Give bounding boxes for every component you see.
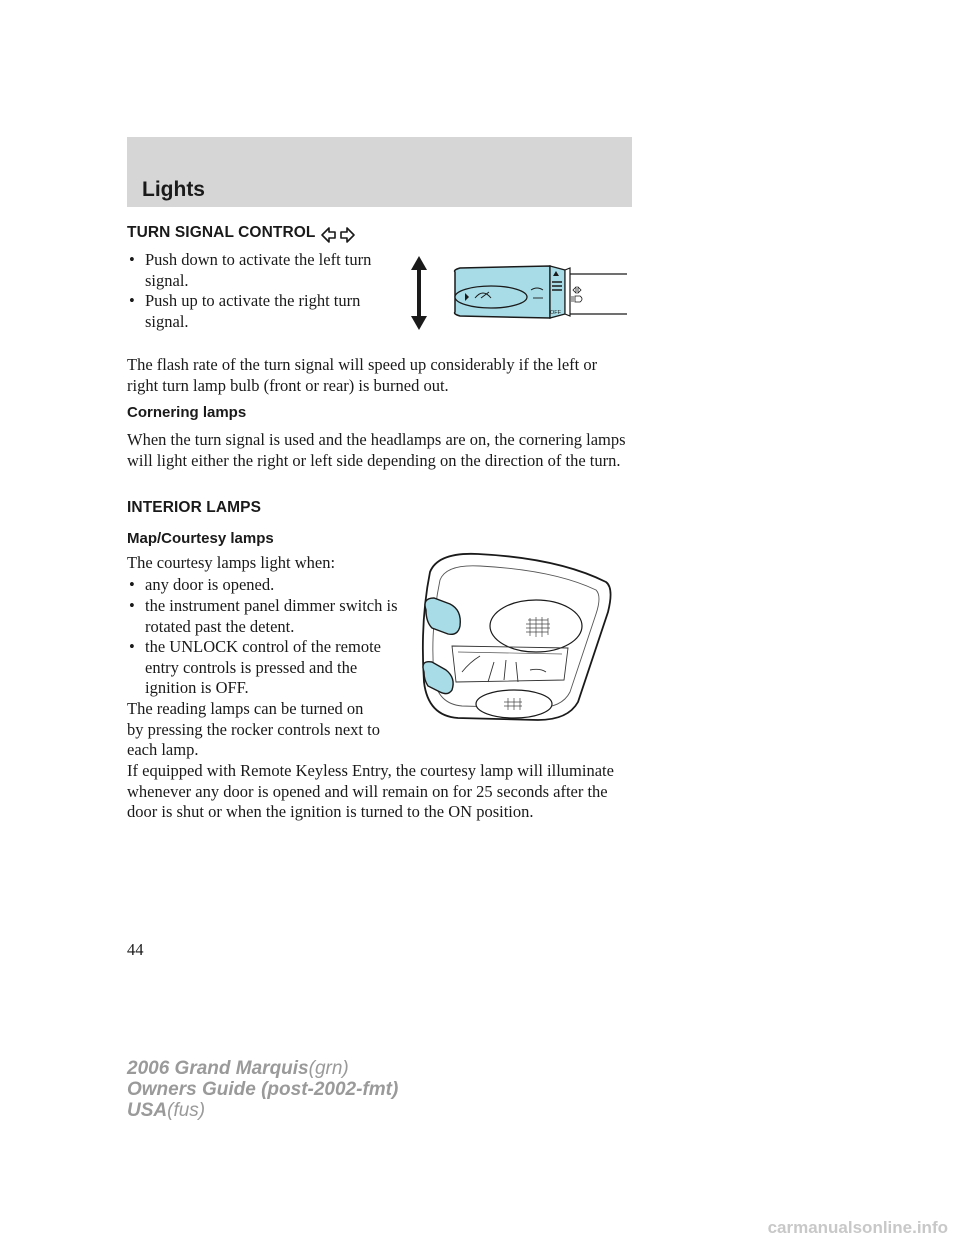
document-footer bbox=[127, 1058, 398, 1121]
footer-market-code: (fus) bbox=[167, 1100, 206, 1121]
list-item: • the instrument panel dimmer switch is rotated past the detent. bbox=[127, 596, 400, 637]
keyless-entry-paragraph: If equipped with Remote Keyless Entry, the courtesy lamp will illuminate whenever any door is opened and will remain on for 25 seconds after the door is shut or when the ignition is turned to the ON position. bbox=[127, 761, 614, 821]
footer-market: USA bbox=[127, 1100, 168, 1121]
overhead-console-illustration bbox=[418, 552, 614, 722]
footer-model-code: (grn) bbox=[308, 1058, 349, 1079]
stalk-off-label: OFF bbox=[550, 310, 561, 316]
cornering-lamps-heading: Cornering lamps bbox=[127, 404, 247, 421]
site-watermark: carmanualsonline.info bbox=[767, 1218, 948, 1237]
turn-signal-arrows-icon bbox=[321, 227, 355, 243]
reading-lamps-paragraph: The reading lamps can be turned on by pressing the rocker controls next to each lamp. bbox=[127, 699, 380, 759]
list-item: • Push down to activate the left turn signal. bbox=[127, 250, 395, 291]
turn-signal-stalk-illustration bbox=[405, 252, 630, 334]
list-item: • any door is opened. bbox=[127, 575, 405, 596]
turn-signal-paragraph: The flash rate of the turn signal will speed up considerably if the left or right turn lamp bulb (front or rear) is burned out. bbox=[127, 355, 598, 395]
footer-model: 2006 Grand Marquis bbox=[127, 1058, 309, 1079]
turn-signal-heading-text: TURN SIGNAL CONTROL bbox=[127, 224, 316, 241]
interior-lamps-heading: INTERIOR LAMPS bbox=[127, 499, 262, 516]
list-item: • Push up to activate the right turn signal. bbox=[127, 291, 395, 332]
cornering-lamps-paragraph: When the turn signal is used and the headlamps are on, the cornering lamps will light either the right or left side depending on the direction of the turn. bbox=[127, 430, 626, 470]
page-number: 44 bbox=[127, 940, 144, 959]
courtesy-lamps-intro: The courtesy lamps light when: bbox=[127, 553, 336, 572]
footer-guide: Owners Guide (post-2002-fmt) bbox=[127, 1079, 399, 1100]
page-section-title: Lights bbox=[142, 178, 205, 201]
map-courtesy-lamps-heading: Map/Courtesy lamps bbox=[127, 530, 274, 547]
list-item: • the UNLOCK control of the remote entry controls is pressed and the ignition is OFF. bbox=[127, 637, 400, 699]
turn-signal-heading bbox=[127, 224, 315, 242]
